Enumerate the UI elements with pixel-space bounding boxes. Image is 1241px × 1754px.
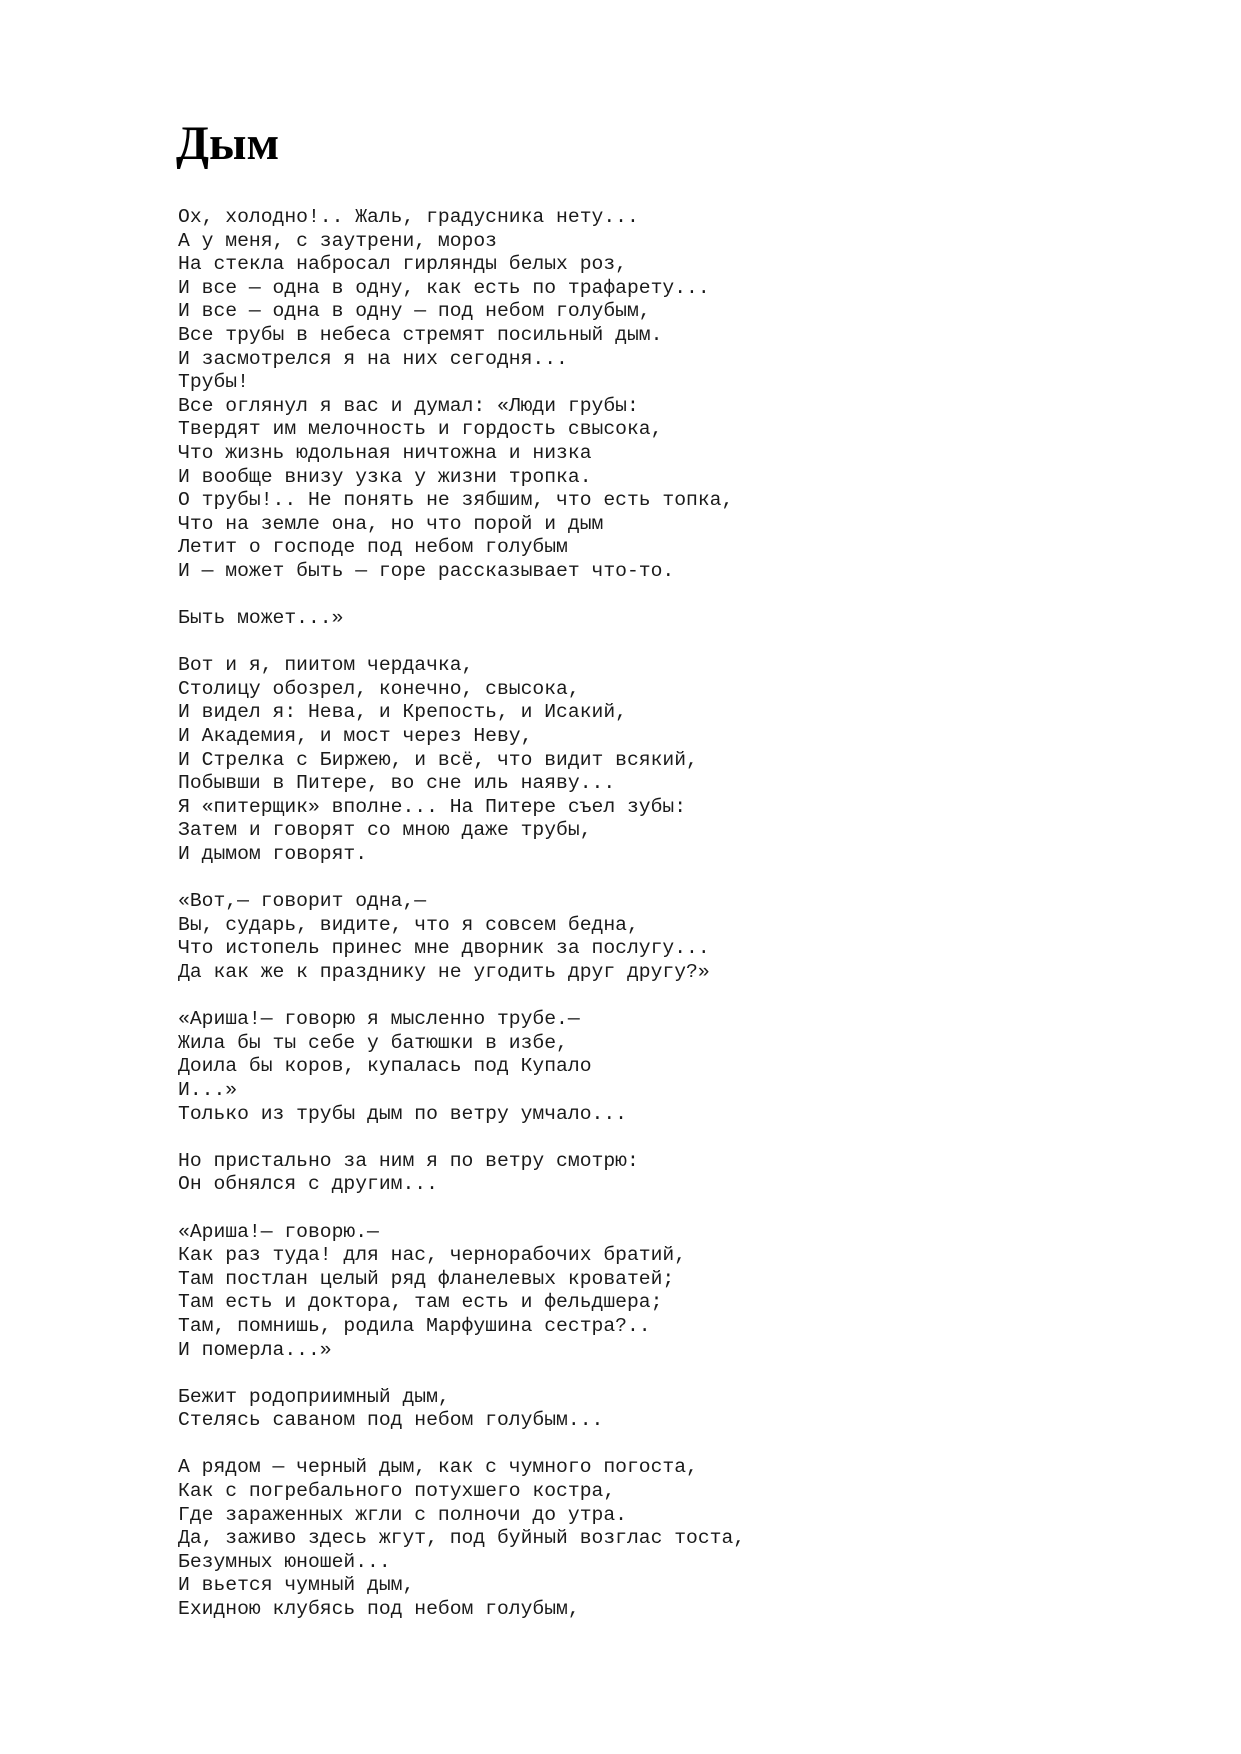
poem-line: И все — одна в одну — под небом голубым, <box>178 300 651 323</box>
poem-line: Я «питерщик» вполне... На Питере съел зубы: <box>178 795 687 818</box>
poem-line: Где зараженных жгли с полночи до утра. <box>178 1503 627 1526</box>
poem-line: Ехидною клубясь под небом голубым, <box>178 1598 580 1621</box>
poem-line: И засмотрелся я на них сегодня... <box>178 347 568 370</box>
stanza-break <box>178 584 1178 608</box>
poem-body <box>178 206 1178 1622</box>
poem-line: И все — одна в одну, как есть по трафарету... <box>178 276 710 299</box>
poem-line: А рядом — черный дым, как с чумного погоста, <box>178 1456 698 1479</box>
poem-line: Что жизнь юдольная ничтожна и низка <box>178 441 592 464</box>
poem-line: На стекла набросал гирлянды белых роз, <box>178 253 627 276</box>
poem-line: И вьется чумный дым, <box>178 1574 415 1597</box>
poem-line: Быть может...» <box>178 607 344 630</box>
poem-line: Там, помнишь, родила Марфушина сестра?.. <box>178 1314 651 1337</box>
poem-line: Вы, сударь, видите, что я совсем бедна, <box>178 913 639 936</box>
poem-line: И — может быть — горе рассказывает что-то. <box>178 559 675 582</box>
poem-line: Вот и я, пиитом чердачка, <box>178 654 474 677</box>
poem-line: Да, заживо здесь жгут, под буйный возглас тоста, <box>178 1527 746 1550</box>
poem-line: Трубы! <box>178 371 249 394</box>
poem-line: Все трубы в небеса стремят посильный дым. <box>178 323 663 346</box>
poem-line: И дымом говорят. <box>178 843 368 866</box>
stanza-break <box>178 867 1178 891</box>
stanza-break <box>178 1197 1178 1221</box>
poem-line: «Ариша!— говорю я мысленно трубе.— <box>178 1008 580 1031</box>
poem-line: «Вот,— говорит одна,— <box>178 890 427 913</box>
poem-line: Как раз туда! для нас, чернорабочих братий, <box>178 1244 687 1267</box>
poem-line: И видел я: Нева, и Крепость, и Исакий, <box>178 701 627 724</box>
poem-line: И Академия, и мост через Неву, <box>178 725 533 748</box>
poem-line: Доила бы коров, купалась под Купало <box>178 1055 592 1078</box>
poem-line: О трубы!.. Не понять не зябшим, что есть топка, <box>178 489 734 512</box>
poem-line: Он обнялся с другим... <box>178 1173 438 1196</box>
poem-line: Столицу обозрел, конечно, свысока, <box>178 677 580 700</box>
poem-line: Твердят им мелочность и гордость свысока, <box>178 418 663 441</box>
stanza-break <box>178 1362 1178 1386</box>
poem-line: Там постлан целый ряд фланелевых кроватей; <box>178 1267 675 1290</box>
poem-title: Дым <box>176 117 280 170</box>
stanza-break <box>178 985 1178 1009</box>
poem-line: Все оглянул я вас и думал: «Люди грубы: <box>178 394 639 417</box>
stanza-break <box>178 631 1178 655</box>
poem-line: Только из трубы дым по ветру умчало... <box>178 1102 627 1125</box>
poem-line: Затем и говорят со мною даже трубы, <box>178 819 592 842</box>
poem-line: Жила бы ты себе у батюшки в избе, <box>178 1031 568 1054</box>
poem-line: Да как же к празднику не угодить друг другу?» <box>178 961 710 983</box>
poem-line: Бежит родоприимный дым, <box>178 1385 450 1408</box>
poem-line: Ох, холодно!.. Жаль, градусника нету... <box>178 206 639 228</box>
poem-line: И вообще внизу узка у жизни тропка. <box>178 465 592 488</box>
stanza-break <box>178 1126 1178 1150</box>
poem-line: А у меня, с заутрени, мороз <box>178 229 497 252</box>
poem-line: И померла...» <box>178 1338 332 1361</box>
poem-line: Безумных юношей... <box>178 1550 391 1573</box>
poem-line: Побывши в Питере, во сне иль наяву... <box>178 772 616 795</box>
poem-line: И Стрелка с Биржею, и всё, что видит всякий, <box>178 748 698 771</box>
stanza-break <box>178 1433 1178 1457</box>
poem-line: И...» <box>178 1078 238 1101</box>
poem-line: Но пристально за ним я по ветру смотрю: <box>178 1149 639 1172</box>
poem-line: Там есть и доктора, там есть и фельдшера; <box>178 1291 663 1314</box>
poem-line: Летит о господе под небом голубым <box>178 536 568 559</box>
poem-line: Что истопель принес мне дворник за послугу... <box>178 937 710 960</box>
poem-line: Стелясь саваном под небом голубым... <box>178 1409 604 1432</box>
poem-line: «Ариша!— говорю.— <box>178 1220 379 1243</box>
poem-line: Что на земле она, но что порой и дым <box>178 512 604 535</box>
poem-line: Как с погребального потухшего костра, <box>178 1480 616 1503</box>
